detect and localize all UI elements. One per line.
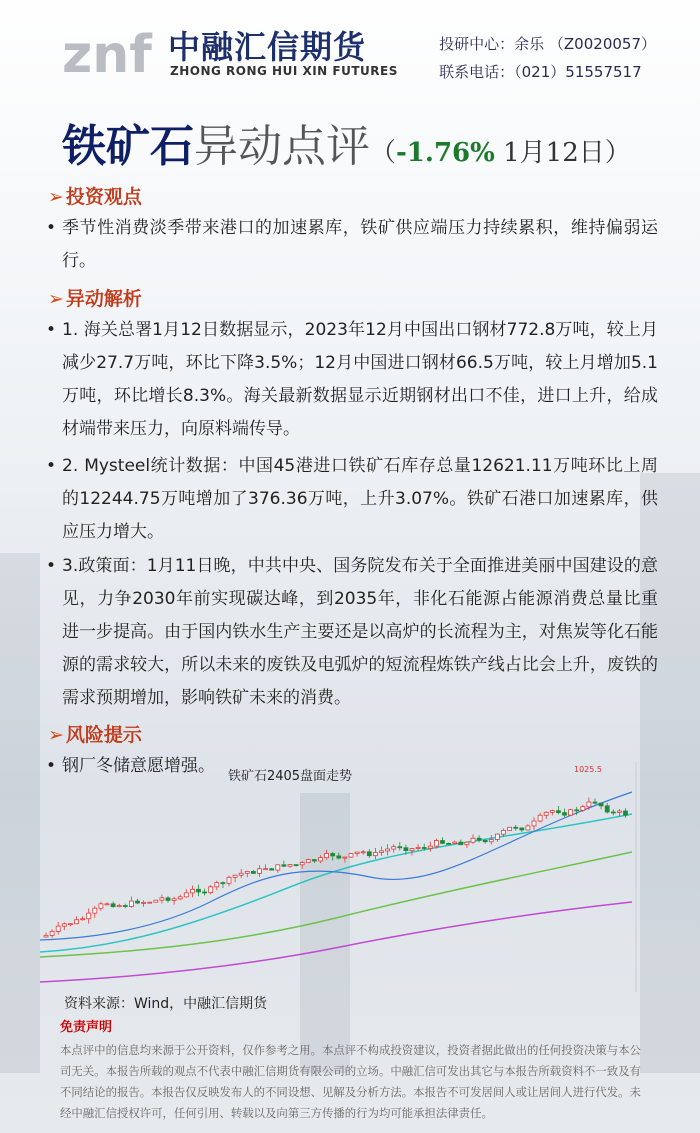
candle-body bbox=[129, 901, 133, 906]
analysis-item-3 bbox=[46, 550, 658, 715]
candle-body bbox=[520, 828, 524, 830]
candle-body bbox=[599, 803, 603, 806]
candle-body bbox=[184, 893, 188, 897]
candle-body bbox=[550, 811, 554, 813]
candle-body bbox=[495, 834, 499, 839]
candle-body bbox=[428, 846, 432, 848]
candle-body bbox=[312, 860, 316, 861]
candle-body bbox=[319, 858, 323, 861]
candle-body bbox=[453, 842, 457, 843]
candle-body bbox=[160, 898, 164, 900]
candle-body bbox=[117, 906, 121, 907]
candle-body bbox=[416, 847, 420, 848]
candle-body bbox=[87, 913, 91, 919]
candle-body bbox=[75, 920, 79, 924]
candle-body bbox=[203, 892, 207, 893]
candle-body bbox=[270, 869, 274, 870]
chart-high-label: 1025.5 bbox=[574, 765, 602, 774]
candle-body bbox=[410, 849, 414, 851]
candle-body bbox=[386, 849, 390, 851]
bullet-icon: • bbox=[46, 556, 57, 576]
candle-body bbox=[434, 841, 438, 847]
analysis-item-2 bbox=[46, 450, 658, 549]
candle-body bbox=[148, 902, 152, 903]
candle-body bbox=[349, 854, 353, 858]
candle-body bbox=[471, 838, 475, 842]
section-heading-analysis bbox=[48, 284, 142, 311]
analyst-line: 投研中心：余乐 （Z0020057） bbox=[439, 35, 656, 53]
candle-body bbox=[611, 812, 615, 813]
section-heading-label: 投资观点 bbox=[65, 186, 142, 208]
candle-body bbox=[221, 883, 225, 884]
bullet-icon: • bbox=[46, 456, 57, 476]
candle-body bbox=[190, 889, 194, 893]
candle-body bbox=[123, 906, 127, 907]
candle-body bbox=[556, 811, 560, 813]
disclaimer-text: 本点评中的信息均来源于公开资料，仅作参考之用。本点评不构成投资建议，投资者据此做出的任何投资决策与本公司无关。本报告所载的观点不代表中融汇信期货有限公司的立场。中融汇信可发出其它与本报告所载资料不一致及有不同结论的报告。本报告仅反映发布人的不同设想、见解及分析方法。本报告不可发居间人或让居间人进行代发。未经中融汇信授权许可，任何引用、转载以及向第三方传播的行为均可能承担法律责任。 bbox=[60, 1043, 641, 1120]
candle-body bbox=[343, 857, 347, 858]
candle-body bbox=[563, 813, 567, 815]
analysis-item-1 bbox=[46, 314, 658, 446]
candle-body bbox=[166, 898, 170, 901]
arrow-icon: ➢ bbox=[48, 186, 64, 208]
candle-body bbox=[502, 830, 506, 834]
candle-body bbox=[532, 821, 536, 826]
company-logo-icon bbox=[62, 18, 156, 78]
candle-body bbox=[172, 899, 176, 901]
candle-body bbox=[68, 924, 72, 925]
candle-body bbox=[373, 853, 377, 856]
candle-body bbox=[538, 815, 542, 821]
candle-body bbox=[215, 883, 219, 887]
header bbox=[0, 0, 700, 100]
title-paren-open: （ bbox=[370, 138, 397, 168]
section-heading-view bbox=[48, 182, 142, 209]
candle-body bbox=[197, 889, 201, 892]
candle-body bbox=[575, 810, 579, 811]
candle-body bbox=[294, 865, 298, 866]
candle-body bbox=[62, 924, 66, 926]
risk-text: 钢厂冬储意愿增强。 bbox=[62, 756, 215, 776]
candle-body bbox=[264, 869, 268, 870]
bullet-icon: • bbox=[46, 756, 57, 776]
candle-body bbox=[81, 919, 85, 920]
candle-body bbox=[489, 839, 493, 841]
candle-body bbox=[93, 908, 97, 913]
company-name-cn: 中融汇信期货 bbox=[168, 28, 367, 66]
candle-body bbox=[587, 802, 591, 807]
candle-body bbox=[251, 871, 255, 873]
ma60-line bbox=[40, 852, 632, 957]
background-building bbox=[0, 553, 40, 1073]
data-source: 资料来源：Wind，中融汇信期货 bbox=[64, 996, 268, 1012]
candle-body bbox=[306, 860, 310, 863]
title-main: 铁矿石 bbox=[62, 121, 194, 172]
candle-body bbox=[233, 875, 237, 877]
candle-body bbox=[227, 877, 231, 883]
view-text: 季节性消费淡季带来港口的加速累库，铁矿供应端压力持续累积，维持偏弱运行。 bbox=[62, 218, 658, 271]
candle-body bbox=[581, 807, 585, 811]
candle-body bbox=[605, 806, 609, 812]
candle-body bbox=[367, 852, 371, 856]
candle-body bbox=[483, 840, 487, 841]
candle-body bbox=[258, 869, 262, 874]
candle-body bbox=[99, 904, 103, 908]
candle-body bbox=[392, 847, 396, 849]
ma20-line bbox=[40, 814, 632, 952]
page-title bbox=[62, 110, 631, 174]
candle-body bbox=[178, 897, 182, 899]
candle-body bbox=[459, 842, 463, 845]
arrow-icon: ➢ bbox=[48, 724, 64, 746]
candle-body bbox=[404, 848, 408, 851]
candle-body bbox=[300, 863, 304, 865]
contact-info bbox=[439, 30, 656, 86]
candle-body bbox=[355, 852, 359, 854]
arrow-icon: ➢ bbox=[48, 288, 64, 310]
candle-body bbox=[526, 826, 530, 830]
candle-body bbox=[380, 851, 384, 853]
bullet-icon: • bbox=[46, 320, 57, 340]
view-paragraph bbox=[46, 212, 658, 278]
section-heading-label: 异动解析 bbox=[65, 288, 142, 310]
candle-body bbox=[544, 812, 548, 815]
candle-body bbox=[617, 811, 621, 812]
candle-body bbox=[142, 902, 146, 903]
candle-body bbox=[361, 852, 365, 853]
candle-body bbox=[337, 856, 341, 858]
candle-body bbox=[477, 838, 481, 840]
candle-body bbox=[514, 827, 518, 828]
candle-body bbox=[276, 865, 280, 870]
candle-body bbox=[325, 853, 329, 857]
title-date: 1月12日） bbox=[494, 138, 631, 168]
candle-body bbox=[447, 843, 451, 844]
candle-body bbox=[422, 847, 426, 848]
analysis-text-3: 3.政策面：1月11日晚，中共中央、国务院发布关于全面推进美丽中国建设的意见，力争2030年前实现碳达峰，到2035年，非化石能源占能源消费总量比重进一步提高。由于国内铁水生产主要还是以高炉的长流程为主，对焦炭等化石能源的需求较大，所以未来的废铁及电弧炉的短流程炼铁产线占比会上升，废铁的需求预期增加，影响铁矿未来的消费。 bbox=[62, 556, 658, 708]
candle-body bbox=[136, 901, 140, 903]
section-heading-risk bbox=[48, 720, 142, 747]
candle-body bbox=[50, 932, 54, 936]
candle-body bbox=[569, 810, 573, 815]
candle-body bbox=[44, 935, 48, 937]
candle-body bbox=[282, 865, 286, 866]
candle-body bbox=[508, 827, 512, 830]
price-chart bbox=[40, 752, 640, 1002]
candle-body bbox=[288, 865, 292, 867]
phone-line: 联系电话：（021）51557517 bbox=[439, 63, 642, 81]
candlestick-group bbox=[44, 797, 628, 937]
bullet-icon: • bbox=[46, 218, 57, 238]
candle-body bbox=[593, 802, 597, 803]
candle-body bbox=[465, 842, 469, 845]
disclaimer-title: 免责声明 bbox=[60, 1020, 113, 1035]
candle-body bbox=[331, 853, 335, 855]
analysis-text-2: 2. Mysteel统计数据：中国45港进口铁矿石库存总量12621.11万吨环比上周的12244.75万吨增加了376.36万吨，上升3.07%。铁矿石港口加速累库，供应压力增大。 bbox=[62, 456, 658, 542]
company-name-en: ZHONG RONG HUI XIN FUTURES bbox=[170, 64, 398, 78]
candle-body bbox=[245, 871, 249, 873]
title-change: -1.76% bbox=[396, 138, 495, 168]
candle-body bbox=[154, 900, 158, 902]
candle-body bbox=[624, 811, 628, 815]
ma120-line bbox=[40, 902, 632, 982]
candle-body bbox=[441, 841, 445, 844]
logo-mark: znf bbox=[62, 25, 152, 78]
chart-title: 铁矿石2405盘面走势 bbox=[227, 769, 353, 784]
candle-body bbox=[111, 904, 115, 907]
section-heading-label: 风险提示 bbox=[65, 724, 142, 746]
title-sub: 异动点评 bbox=[194, 121, 370, 172]
candle-body bbox=[398, 847, 402, 848]
candle-body bbox=[56, 926, 60, 931]
candle-body bbox=[209, 887, 213, 893]
candle-body bbox=[239, 873, 243, 875]
analysis-text-1: 1. 海关总署1月12日数据显示，2023年12月中国出口钢材772.8万吨，较上月减少27.7万吨，环比下降3.5%；12月中国进口钢材66.5万吨，较上月增加5.1万吨，环比增长8.3%。海关最新数据显示近期钢材出口不佳，进口上升，给成材端带来压力，向原料端传导。 bbox=[62, 320, 658, 439]
candle-body bbox=[105, 904, 109, 905]
